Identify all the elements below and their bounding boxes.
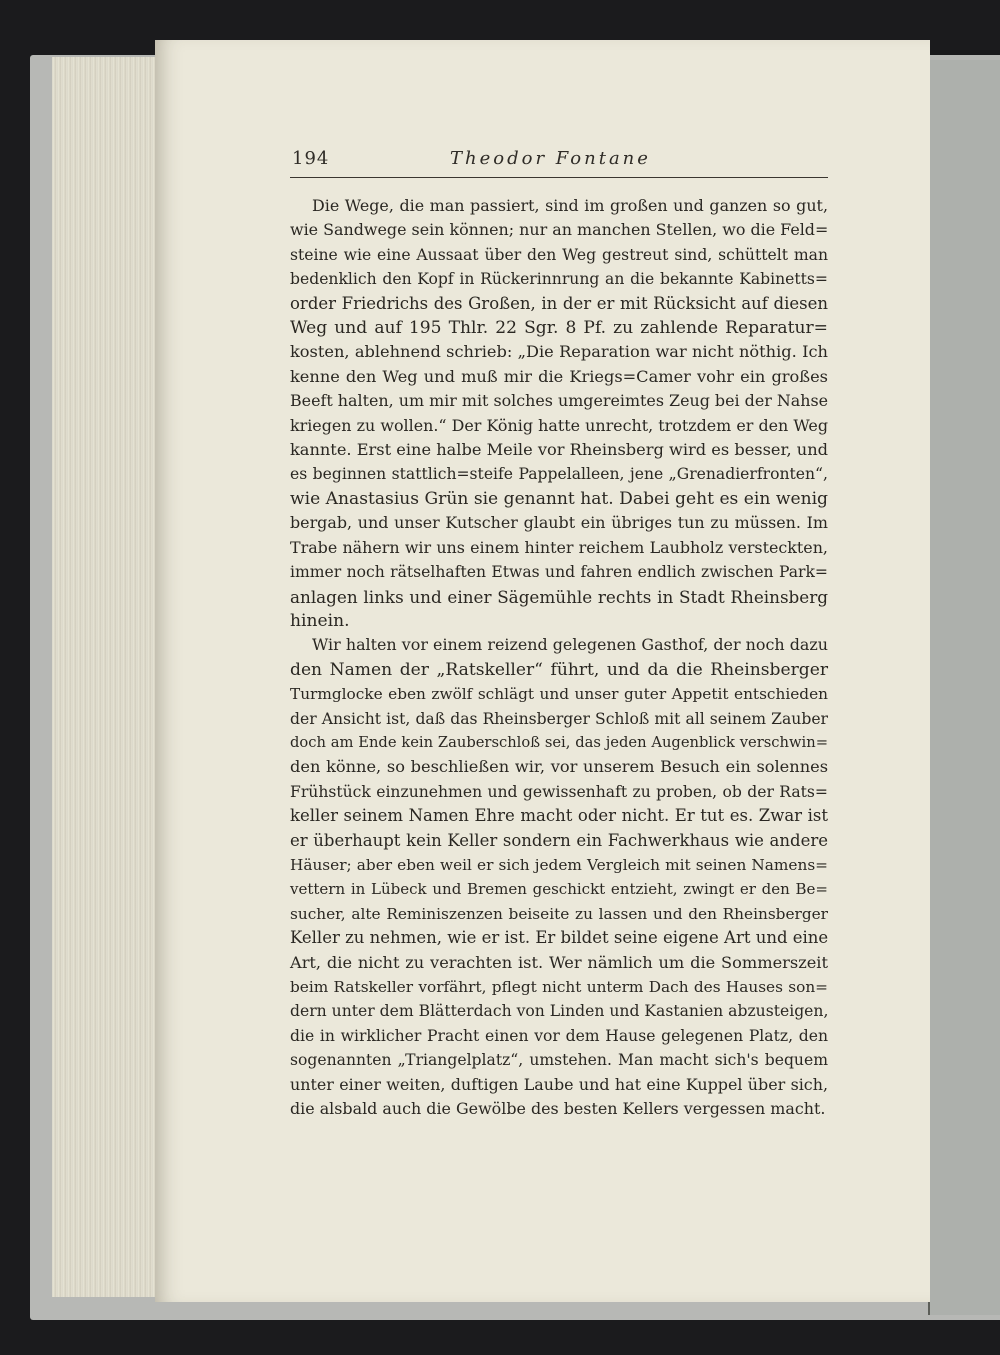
facing-page-edge bbox=[930, 60, 1000, 1315]
text-line: steine wie eine Aussaat über den Weg gestreut sind, schüttelt man bbox=[290, 245, 828, 264]
running-title: Theodor Fontane bbox=[450, 148, 651, 169]
text-line: kannte. Erst eine halbe Meile vor Rheinsberg wird es besser, und bbox=[290, 440, 828, 460]
text-line: der Ansicht ist, daß das Rheinsberger Schloß mit all seinem Zauber bbox=[290, 709, 828, 728]
text-line: den Namen der „Ratskeller“ führt, und da die Rheinsberger bbox=[290, 659, 828, 680]
text-line: doch am Ende kein Zauberschloß sei, das jeden Augenblick verschwin= bbox=[290, 733, 828, 751]
header-rule bbox=[290, 177, 828, 178]
body-text bbox=[290, 194, 828, 1121]
text-line: Die Wege, die man passiert, sind im großen und ganzen so gut, bbox=[312, 196, 828, 215]
text-line: Beeft halten, um mir mit solches umgereimtes Zeug bei der Nahse bbox=[290, 391, 829, 411]
text-line: bergab, und unser Kutscher glaubt ein übriges tun zu müssen. Im bbox=[290, 513, 828, 533]
text-line: Art, die nicht zu verachten ist. Wer nämlich um die Sommerszeit bbox=[290, 952, 828, 972]
page-number: 194 bbox=[292, 148, 330, 169]
text-line: keller seinem Namen Ehre macht oder nicht. Er tut es. Zwar ist bbox=[290, 806, 828, 826]
text-line: wie Sandwege sein können; nur an manchen Stellen, wo die Feld= bbox=[290, 220, 829, 240]
text-line: order Friedrichs des Großen, in der er mit Rücksicht auf diesen bbox=[290, 293, 828, 313]
text-line: den könne, so beschließen wir, vor unserem Besuch ein solennes bbox=[290, 757, 828, 777]
paragraph-1 bbox=[290, 194, 828, 633]
text-line: Turmglocke eben zwölf schlägt und unser guter Appetit entschieden bbox=[290, 685, 828, 704]
text-line: kenne den Weg und muß mir die Kriegs=Camer vohr ein großes bbox=[290, 366, 828, 386]
text-line: unter einer weiten, duftigen Laube und hat eine Kuppel über sich, bbox=[290, 1074, 828, 1094]
text-line: bedenklich den Kopf in Rückerinnrung an die bekannte Kabinetts= bbox=[290, 270, 828, 289]
text-line: die in wirklicher Pracht einen vor dem Hause gelegenen Platz, den bbox=[290, 1026, 828, 1045]
text-line: er überhaupt kein Keller sondern ein Fachwerkhaus wie andere bbox=[290, 830, 828, 850]
text-line: Häuser; aber eben weil er sich jedem Vergleich mit seinen Namens= bbox=[290, 855, 828, 874]
text-line: Trabe nähern wir uns einem hinter reichem Laubholz versteckten, bbox=[290, 537, 828, 557]
page-header bbox=[290, 148, 830, 174]
text-line: kriegen zu wollen.“ Der König hatte unrecht, trotzdem er den Weg bbox=[290, 415, 828, 435]
text-line: Frühstück einzunehmen und gewissenhaft zu proben, ob der Rats= bbox=[290, 782, 828, 801]
text-line: wie Anastasius Grün sie genannt hat. Dabei geht es ein wenig bbox=[290, 488, 828, 509]
text-line: Keller zu nehmen, wie er ist. Er bildet seine eigene Art und eine bbox=[290, 928, 829, 948]
page-edges-stack bbox=[52, 57, 172, 1297]
text-line: sucher, alte Reminiszenzen beiseite zu lassen und den Rheinsberger bbox=[290, 904, 828, 923]
text-line: beim Ratskeller vorfährt, pflegt nicht unterm Dach des Hauses son= bbox=[290, 978, 828, 996]
paragraph-2 bbox=[290, 633, 828, 1121]
text-line: dern unter dem Blätterdach von Linden und Kastanien abzusteigen, bbox=[290, 1002, 829, 1021]
text-line: die alsbald auch die Gewölbe des besten Kellers vergessen macht. bbox=[290, 1099, 826, 1119]
text-line: es beginnen stattlich=steife Pappelalleen, jene „Grenadierfronten“, bbox=[290, 465, 828, 484]
text-line: vettern in Lübeck und Bremen geschickt entzieht, zwingt er den Be= bbox=[290, 880, 828, 899]
text-line: Wir halten vor einem reizend gelegenen Gasthof, der noch dazu bbox=[312, 635, 828, 655]
text-line: Weg und auf 195 Thlr. 22 Sgr. 8 Pf. zu zahlende Reparatur= bbox=[290, 318, 828, 339]
text-line: kosten, ablehnend schrieb: „Die Reparation war nicht nöthig. Ich bbox=[290, 342, 828, 362]
text-line: anlagen links und einer Sägemühle rechts in Stadt Rheinsberg bbox=[290, 586, 828, 607]
text-line: sogenannten „Triangelplatz“, umstehen. Man macht sich's bequem bbox=[290, 1051, 828, 1070]
text-line: immer noch rätselhaften Etwas und fahren endlich zwischen Park= bbox=[290, 563, 828, 582]
text-line: hinein. bbox=[290, 610, 350, 631]
